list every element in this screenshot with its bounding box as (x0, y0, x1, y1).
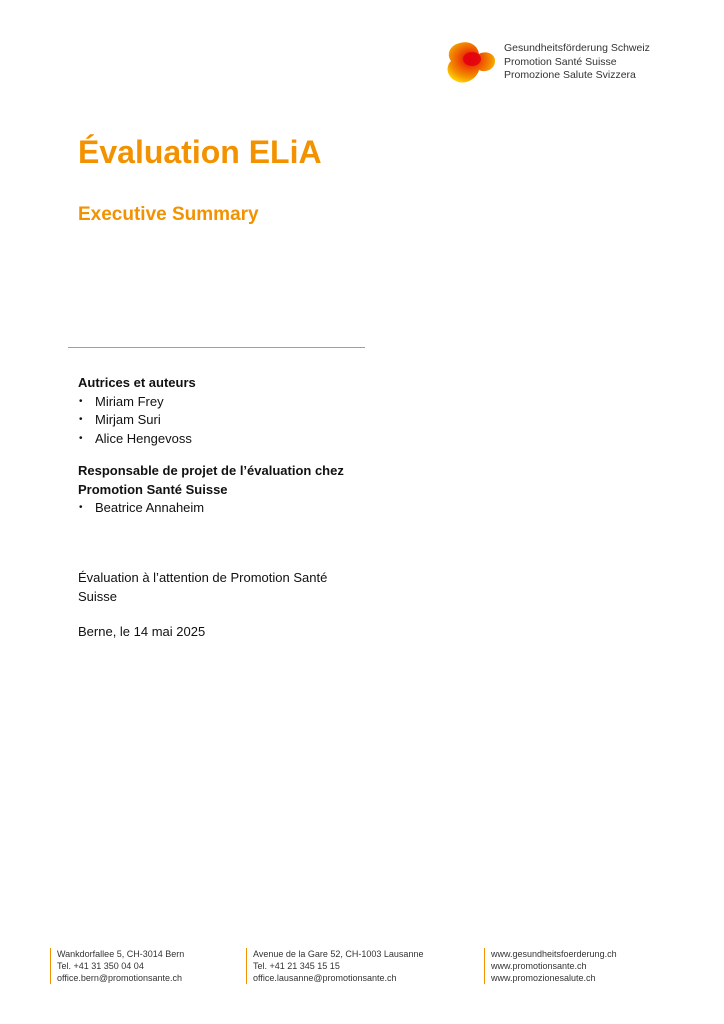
authors-heading: Autrices et auteurs (78, 375, 196, 390)
project-lead-section (78, 462, 368, 518)
project-lead-item: • Beatrice Annaheim (78, 499, 368, 518)
footer-web-it[interactable]: www.promozionesalute.ch (491, 973, 596, 983)
dateline: Berne, le 14 mai 2025 (78, 624, 206, 639)
document-title: Évaluation ELiA (78, 134, 322, 170)
footer-web-fr[interactable]: www.promotionsante.ch (491, 961, 587, 971)
footer-lausanne-email: office.lausanne@promotionsante.ch (253, 973, 397, 983)
authors-section (78, 374, 196, 448)
footer-bern-email: office.bern@promotionsante.ch (57, 973, 183, 983)
document-subtitle: Executive Summary (78, 204, 259, 225)
footer-bern-address: Wankdorfallee 5, CH-3014 Bern (57, 949, 185, 959)
logo-mark-icon (444, 40, 498, 86)
footer-web (484, 948, 617, 984)
project-lead-heading-line2: Promotion Santé Suisse (78, 481, 228, 497)
footer-bern (50, 948, 184, 984)
project-lead-heading-line1: Responsable de projet de l’évaluation chez (78, 463, 344, 478)
author-item: • Mirjam Suri (78, 411, 196, 430)
project-lead-list (78, 499, 368, 518)
logo-line-it: Promozione Salute Svizzera (504, 69, 636, 81)
logo (444, 40, 684, 86)
author-item: • Miriam Frey (78, 393, 196, 412)
logo-line-de: Gesundheitsförderung Schweiz (504, 42, 650, 54)
footer-lausanne-phone: Tel. +41 21 345 15 15 (253, 961, 340, 971)
footer-web-de[interactable]: www.gesundheitsfoerderung.ch (491, 949, 617, 959)
footer-lausanne (246, 948, 423, 984)
author-item: • Alice Hengevoss (78, 430, 196, 449)
footer-bern-phone: Tel. +41 31 350 04 04 (57, 961, 144, 971)
orange-divider (68, 347, 365, 348)
logo-text (504, 42, 650, 83)
attention-note: Évaluation à l’attention de Promotion Santé Suisse (78, 570, 328, 604)
authors-list (78, 393, 196, 449)
footer-lausanne-address: Avenue de la Gare 52, CH-1003 Lausanne (253, 949, 424, 959)
logo-line-fr: Promotion Santé Suisse (504, 55, 617, 68)
